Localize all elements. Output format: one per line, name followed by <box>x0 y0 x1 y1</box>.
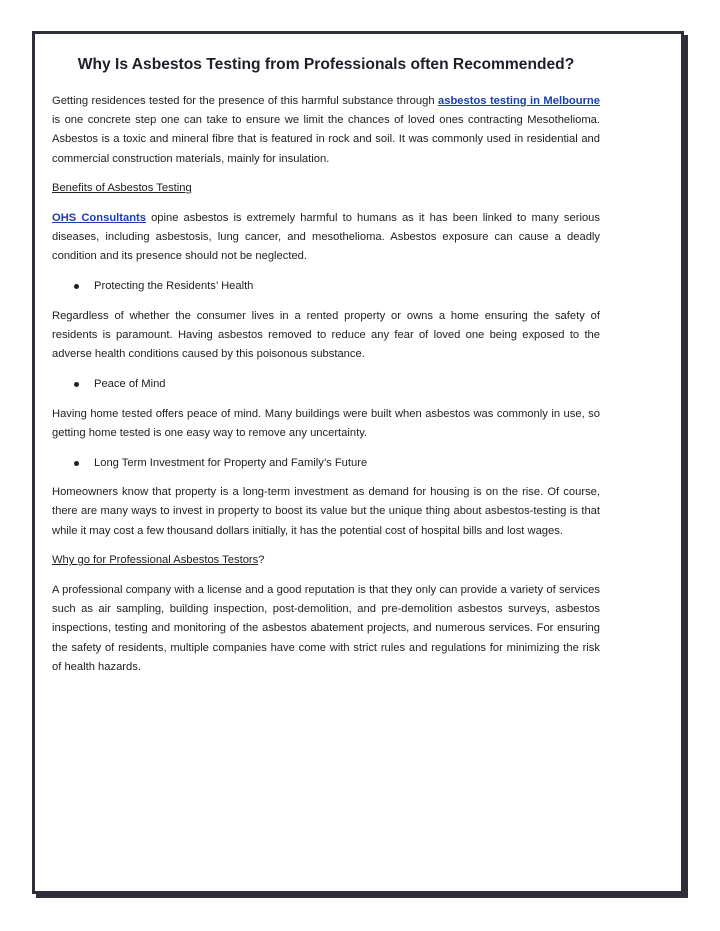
ohs-paragraph <box>52 209 600 267</box>
document-body <box>52 54 600 688</box>
why-heading <box>52 551 600 570</box>
bullet-item-residents-health <box>52 277 600 296</box>
intro-text-after: is one concrete step one can take to ensure we limit the chances of loved ones contracting Mesothelioma. Asbestos is a toxic and mineral fibre that is featured in rock and soil. It was commonly used in residential and commercial construction materials, mainly for insulation. <box>52 114 600 165</box>
bullet-label: Protecting the Residents’ Health <box>94 280 254 293</box>
intro-paragraph <box>52 92 600 169</box>
bullet-item-peace-of-mind <box>52 375 600 394</box>
intro-text-before: Getting residences tested for the presence of this harmful substance through <box>52 95 439 107</box>
peace-of-mind-paragraph: Having home tested offers peace of mind. Many buildings were built when asbestos was commonly in use, so getting home tested is one easy way to remove any uncertainty. <box>52 407 600 439</box>
bullet-list-1 <box>52 277 600 296</box>
closing-paragraph: A professional company with a license and a good reputation is that they only can provide a variety of services such as air sampling, building inspection, post-demolition, and pre-demolition asbestos surveys, asbestos inspections, testing and monitoring of the asbestos abatement projects, and numerous services. For ensuring the safety of residents, multiple companies have come with strict rules and regulations for minimizing the risk of health hazards. <box>52 584 600 673</box>
investment-paragraph: Homeowners know that property is a long-term investment as demand for housing is on the rise. Of course, there are many ways to invest in property to boost its value but the unique thing about asbestos-testing is that while it may cost a few thousand dollars initially, it has the potential cost of hospital bills and lost wages. <box>52 486 600 537</box>
residents-health-paragraph: Regardless of whether the consumer lives in a rented property or owns a home ensuring the safety of residents is paramount. Having asbestos removed to reduce any fear of loved one being exposed to the adverse health conditions caused by this poisonous substance. <box>52 309 600 361</box>
why-heading-suffix: ? <box>258 554 265 567</box>
asbestos-testing-link[interactable]: asbestos testing in Melbourne <box>438 95 600 107</box>
bullet-label: Peace of Mind <box>94 377 166 390</box>
bullet-icon <box>74 284 79 289</box>
ohs-consultants-link[interactable]: OHS Consultants <box>52 212 146 225</box>
bullet-item-long-term-investment <box>52 454 600 473</box>
page-title: Why Is Asbestos Testing from Professionals often Recommended? <box>77 56 575 73</box>
bullet-icon <box>74 382 79 387</box>
ohs-text: opine asbestos is extremely harmful to humans as it has been linked to many serious diseases, including asbestosis, lung cancer, and mesothelioma. Asbestos exposure can cause a deadly condition and its presence should not be neglected. <box>52 212 600 263</box>
benefits-heading: Benefits of Asbestos Testing <box>52 182 192 195</box>
why-heading-text: Why go for Professional Asbestos Testors <box>52 554 259 567</box>
bullet-icon <box>74 461 79 466</box>
bullet-label: Long Term Investment for Property and Family’s Future <box>94 456 368 469</box>
bullet-list-3 <box>52 454 600 473</box>
bullet-list-2 <box>52 375 600 394</box>
